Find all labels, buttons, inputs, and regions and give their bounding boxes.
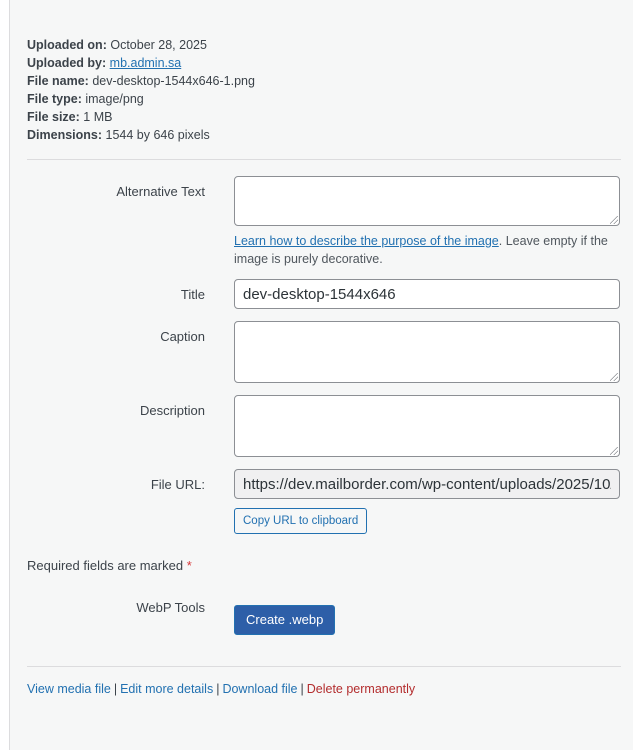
view-media-file-link[interactable]: View media file [27,682,111,696]
alt-text-wrapper [234,176,620,226]
file-name-label: File name: [27,74,89,88]
caption-label: Caption [160,329,205,344]
uploaded-on-label: Uploaded on: [27,38,107,52]
copy-url-button[interactable]: Copy URL to clipboard [234,508,367,534]
file-size-label: File size: [27,110,80,124]
uploaded-by-label: Uploaded by: [27,56,107,70]
dimensions-label: Dimensions: [27,128,103,142]
caption-input[interactable] [234,321,620,383]
download-file-link[interactable]: Download file [222,682,298,696]
resize-grip-icon[interactable] [610,373,618,381]
alt-text-help [234,232,624,268]
alt-text-input[interactable] [234,176,620,226]
divider-bottom [27,666,621,667]
action-separator: | [216,682,220,696]
title-input[interactable] [234,279,620,309]
file-type-value: image/png [85,92,144,106]
required-fields-text: Required fields are marked [27,558,184,573]
delete-permanently-link[interactable]: Delete permanently [306,682,416,696]
description-label: Description [139,403,205,418]
uploaded-by-row [27,54,255,72]
divider-top [27,159,621,160]
description-wrapper [234,395,620,457]
dimensions-value: 1544 by 646 pixels [105,128,210,142]
action-separator: | [300,682,304,696]
file-size-value: 1 MB [83,110,113,124]
dimensions-row [27,126,255,144]
alt-text-help-text: . Leave empty if the image is purely decorative. [234,234,608,266]
resize-grip-icon[interactable] [610,447,618,455]
edit-more-details-link[interactable]: Edit more details [120,682,214,696]
file-type-label: File type: [27,92,82,106]
alt-text-help-link[interactable]: Learn how to describe the purpose of the image [234,234,499,248]
file-url-input[interactable] [234,469,620,499]
attachment-details-panel [9,0,633,750]
title-label: Title [180,287,205,302]
file-url-label: File URL: [150,477,205,492]
file-info [27,36,255,144]
file-name-row [27,72,255,90]
create-webp-button[interactable]: Create .webp [234,605,335,635]
webp-tools-label: WebP Tools [136,600,205,615]
uploaded-by-link[interactable]: mb.admin.sa [109,56,182,70]
file-size-row [27,108,255,126]
uploaded-on-row [27,36,255,54]
required-fields-note [27,558,192,573]
file-name-value: dev-desktop-1544x646-1.png [92,74,255,88]
caption-wrapper [234,321,620,383]
uploaded-on-value: October 28, 2025 [110,38,207,52]
attachment-actions [27,682,415,696]
resize-grip-icon[interactable] [610,216,618,224]
action-separator: | [113,682,118,696]
alt-text-label: Alternative Text [116,184,205,199]
description-input[interactable] [234,395,620,457]
required-star: * [186,558,192,573]
file-type-row [27,90,255,108]
